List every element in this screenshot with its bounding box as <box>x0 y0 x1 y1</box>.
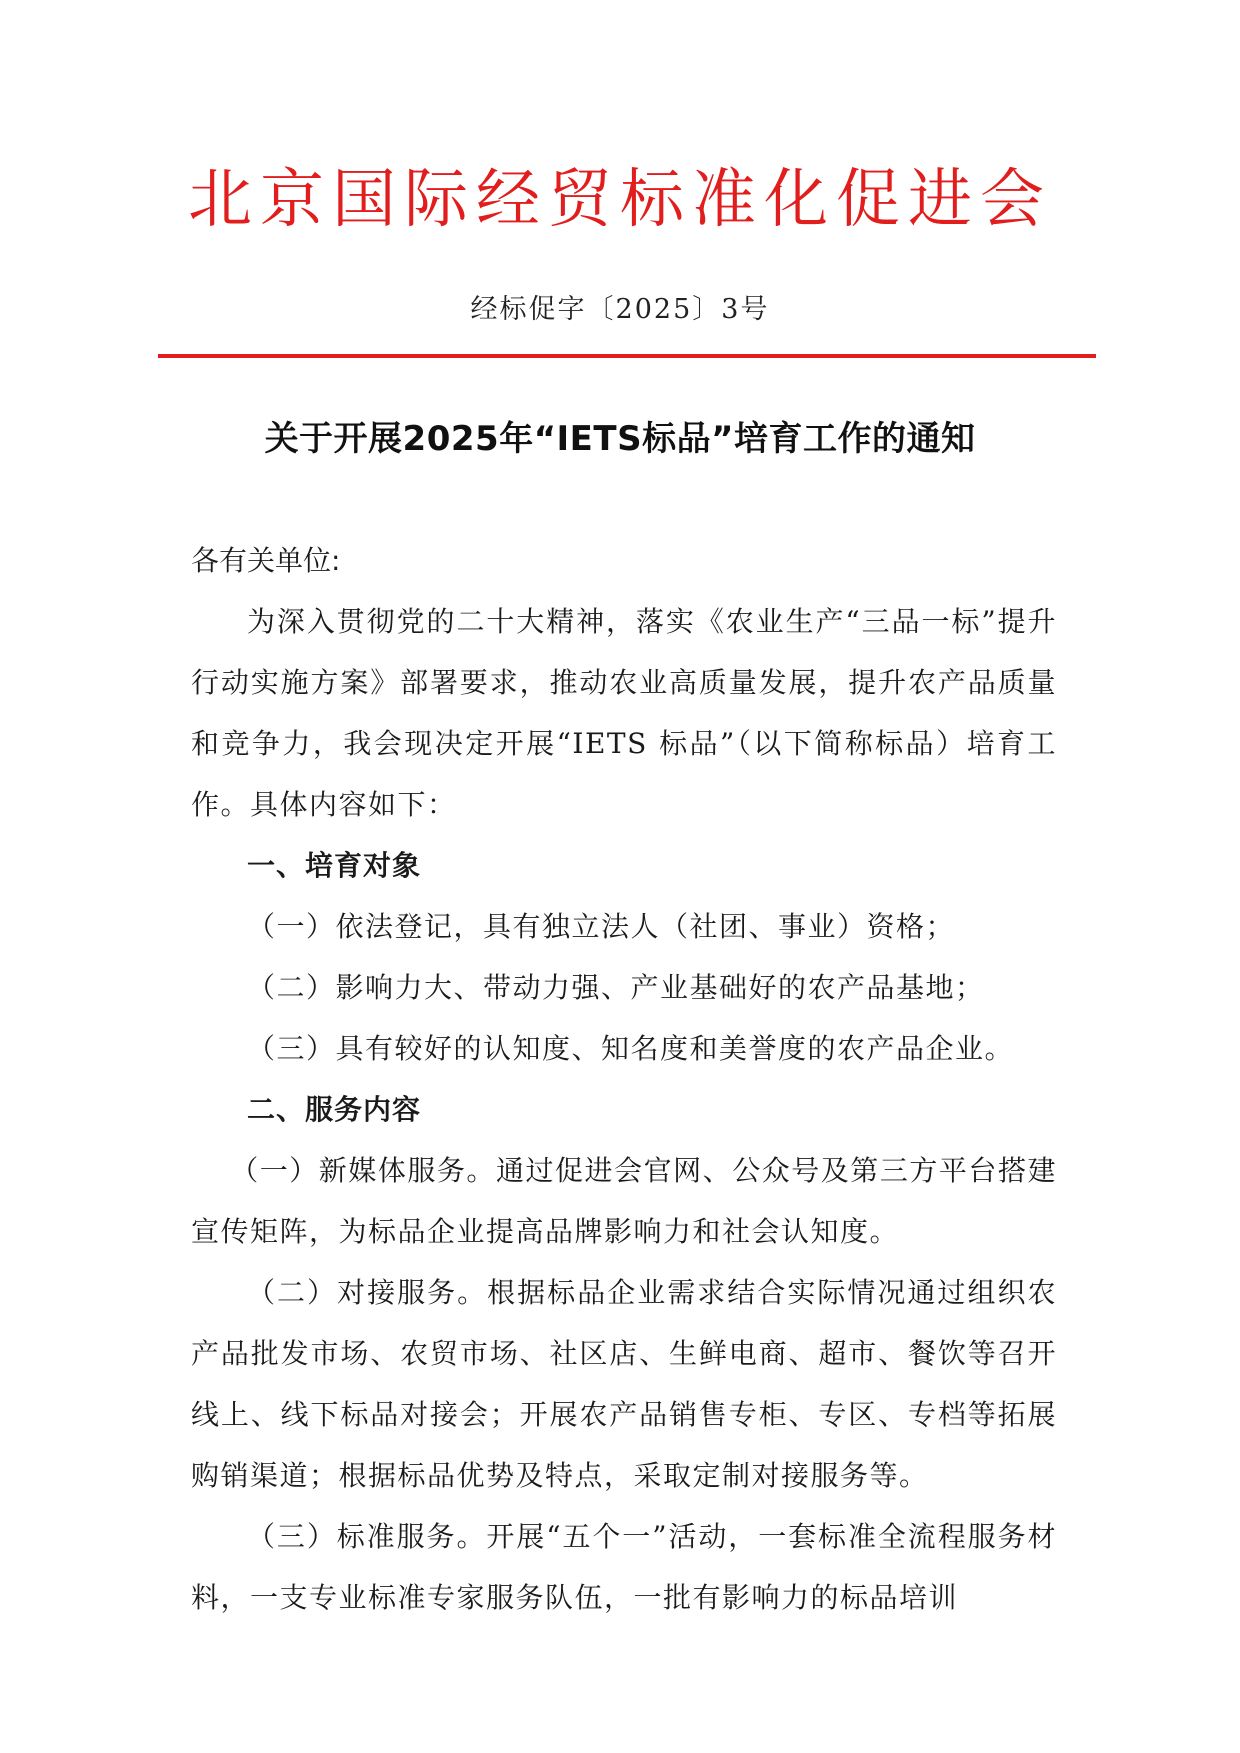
document-number: 经标促字〔2025〕3号 <box>470 294 770 325</box>
red-divider-line <box>158 354 1096 358</box>
list-item-text: 影响力大、带动力强、产业基础好的农产品基地； <box>335 971 985 1004</box>
list-item <box>191 957 1057 1018</box>
list-item <box>191 896 1057 957</box>
service-paragraph-matching: （二）对接服务。根据标品企业需求结合实际情况通过组织农产品批发市场、农贸市场、社区店、生鲜电商、超市、餐饮等召开线上、线下标品对接会；开展农产品销售专柜、专区、专档等拓展购销渠道；根据标品优势及特点，采取定制对接服务等。 <box>191 1276 1057 1492</box>
list-item-number: （三） <box>247 1032 336 1065</box>
organization-letterhead: 北京国际经贸标准化促进会 <box>188 163 1052 237</box>
notice-body <box>191 530 1057 1628</box>
list-item-text: 具有较好的认知度、知名度和美誉度的农产品企业。 <box>335 1032 1015 1065</box>
service-paragraph-media: （一）新媒体服务。通过促进会官网、公众号及第三方平台搭建宣传矩阵，为标品企业提高品牌影响力和社会认知度。 <box>191 1154 1057 1248</box>
list-item-number: （二） <box>247 971 336 1004</box>
section-heading-targets: 一、培育对象 <box>247 849 422 882</box>
list-item-text: 依法登记，具有独立法人（社团、事业）资格； <box>335 910 956 943</box>
service-paragraph-standards: （三）标准服务。开展“五个一”活动，一套标准全流程服务材料，一支专业标准专家服务队伍，一批有影响力的标品培训 <box>191 1520 1057 1614</box>
list-item <box>191 1018 1057 1079</box>
salutation: 各有关单位: <box>191 544 341 577</box>
intro-paragraph: 为深入贯彻党的二十大精神，落实《农业生产“三品一标”提升行动实施方案》部署要求，推动农业高质量发展，提升农产品质量和竞争力，我会现决定开展“IETS 标品”（以下简称标品）培育工作。具体内容如下： <box>191 605 1057 821</box>
notice-title: 关于开展2025年“IETS标品”培育工作的通知 <box>264 419 976 459</box>
section-heading-services: 二、服务内容 <box>247 1093 422 1126</box>
list-item-number: （一） <box>247 910 336 943</box>
